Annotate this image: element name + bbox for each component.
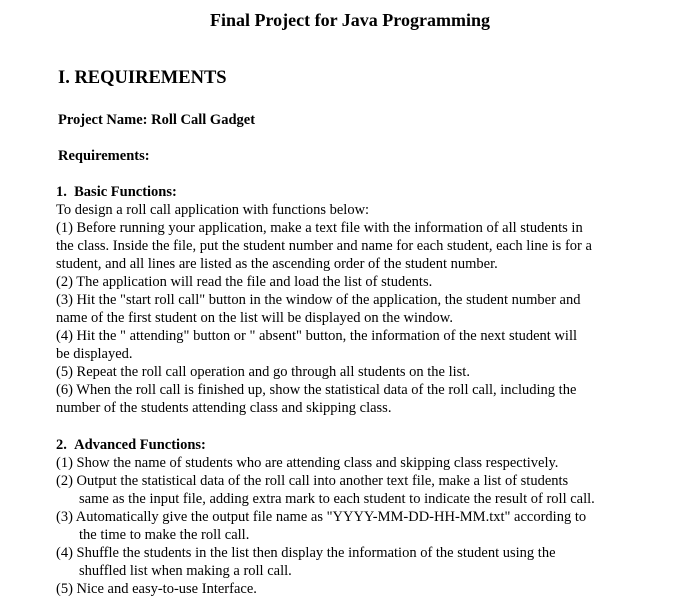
basic-line: (3) Hit the "start roll call" button in the window of the application, the student number and (56, 292, 581, 308)
basic-functions-section (56, 183, 656, 417)
advanced-line: (2) Output the statistical data of the roll call into another text file, make a list of students (56, 473, 569, 489)
basic-line: the class. Inside the file, put the student number and name for each student, each line is for a (56, 238, 592, 254)
project-name: Project Name: Roll Call Gadget (58, 112, 256, 128)
basic-line: student, and all lines are listed as the ascending order of the student number. (56, 256, 498, 272)
advanced-line: shuffled list when making a roll call. (79, 563, 292, 579)
advanced-functions-heading: 2. Advanced Functions: (56, 437, 206, 453)
advanced-line: the time to make the roll call. (79, 527, 250, 543)
advanced-line: same as the input file, adding extra mark to each student to indicate the result of roll call. (79, 491, 595, 507)
basic-line: (2) The application will read the file and load the list of students. (56, 274, 433, 290)
basic-line: (4) Hit the " attending" button or " absent" button, the information of the next student will (56, 328, 578, 344)
basic-line: (5) Repeat the roll call operation and go through all students on the list. (56, 364, 470, 380)
advanced-line: (1) Show the name of students who are attending class and skipping class respectively. (56, 455, 559, 471)
basic-line: (1) Before running your application, make a text file with the information of all students in (56, 220, 583, 236)
advanced-functions-section (56, 436, 656, 598)
basic-line: (6) When the roll call is finished up, show the statistical data of the roll call, including the (56, 382, 577, 398)
basic-line: To design a roll call application with functions below: (56, 202, 370, 218)
basic-line: be displayed. (56, 346, 133, 362)
advanced-line: (4) Shuffle the students in the list then display the information of the student using the (56, 545, 556, 561)
advanced-line: (3) Automatically give the output file name as "YYYY-MM-DD-HH-MM.txt" according to (56, 509, 587, 525)
basic-functions-heading: 1. Basic Functions: (56, 184, 177, 200)
basic-line: number of the students attending class and skipping class. (56, 400, 392, 416)
requirements-label: Requirements: (58, 148, 150, 164)
basic-line: name of the first student on the list will be displayed on the window. (56, 310, 453, 326)
advanced-line: (5) Nice and easy-to-use Interface. (56, 581, 257, 597)
document-title: Final Project for Java Programming (210, 10, 490, 30)
section-heading: I. REQUIREMENTS (58, 68, 227, 88)
